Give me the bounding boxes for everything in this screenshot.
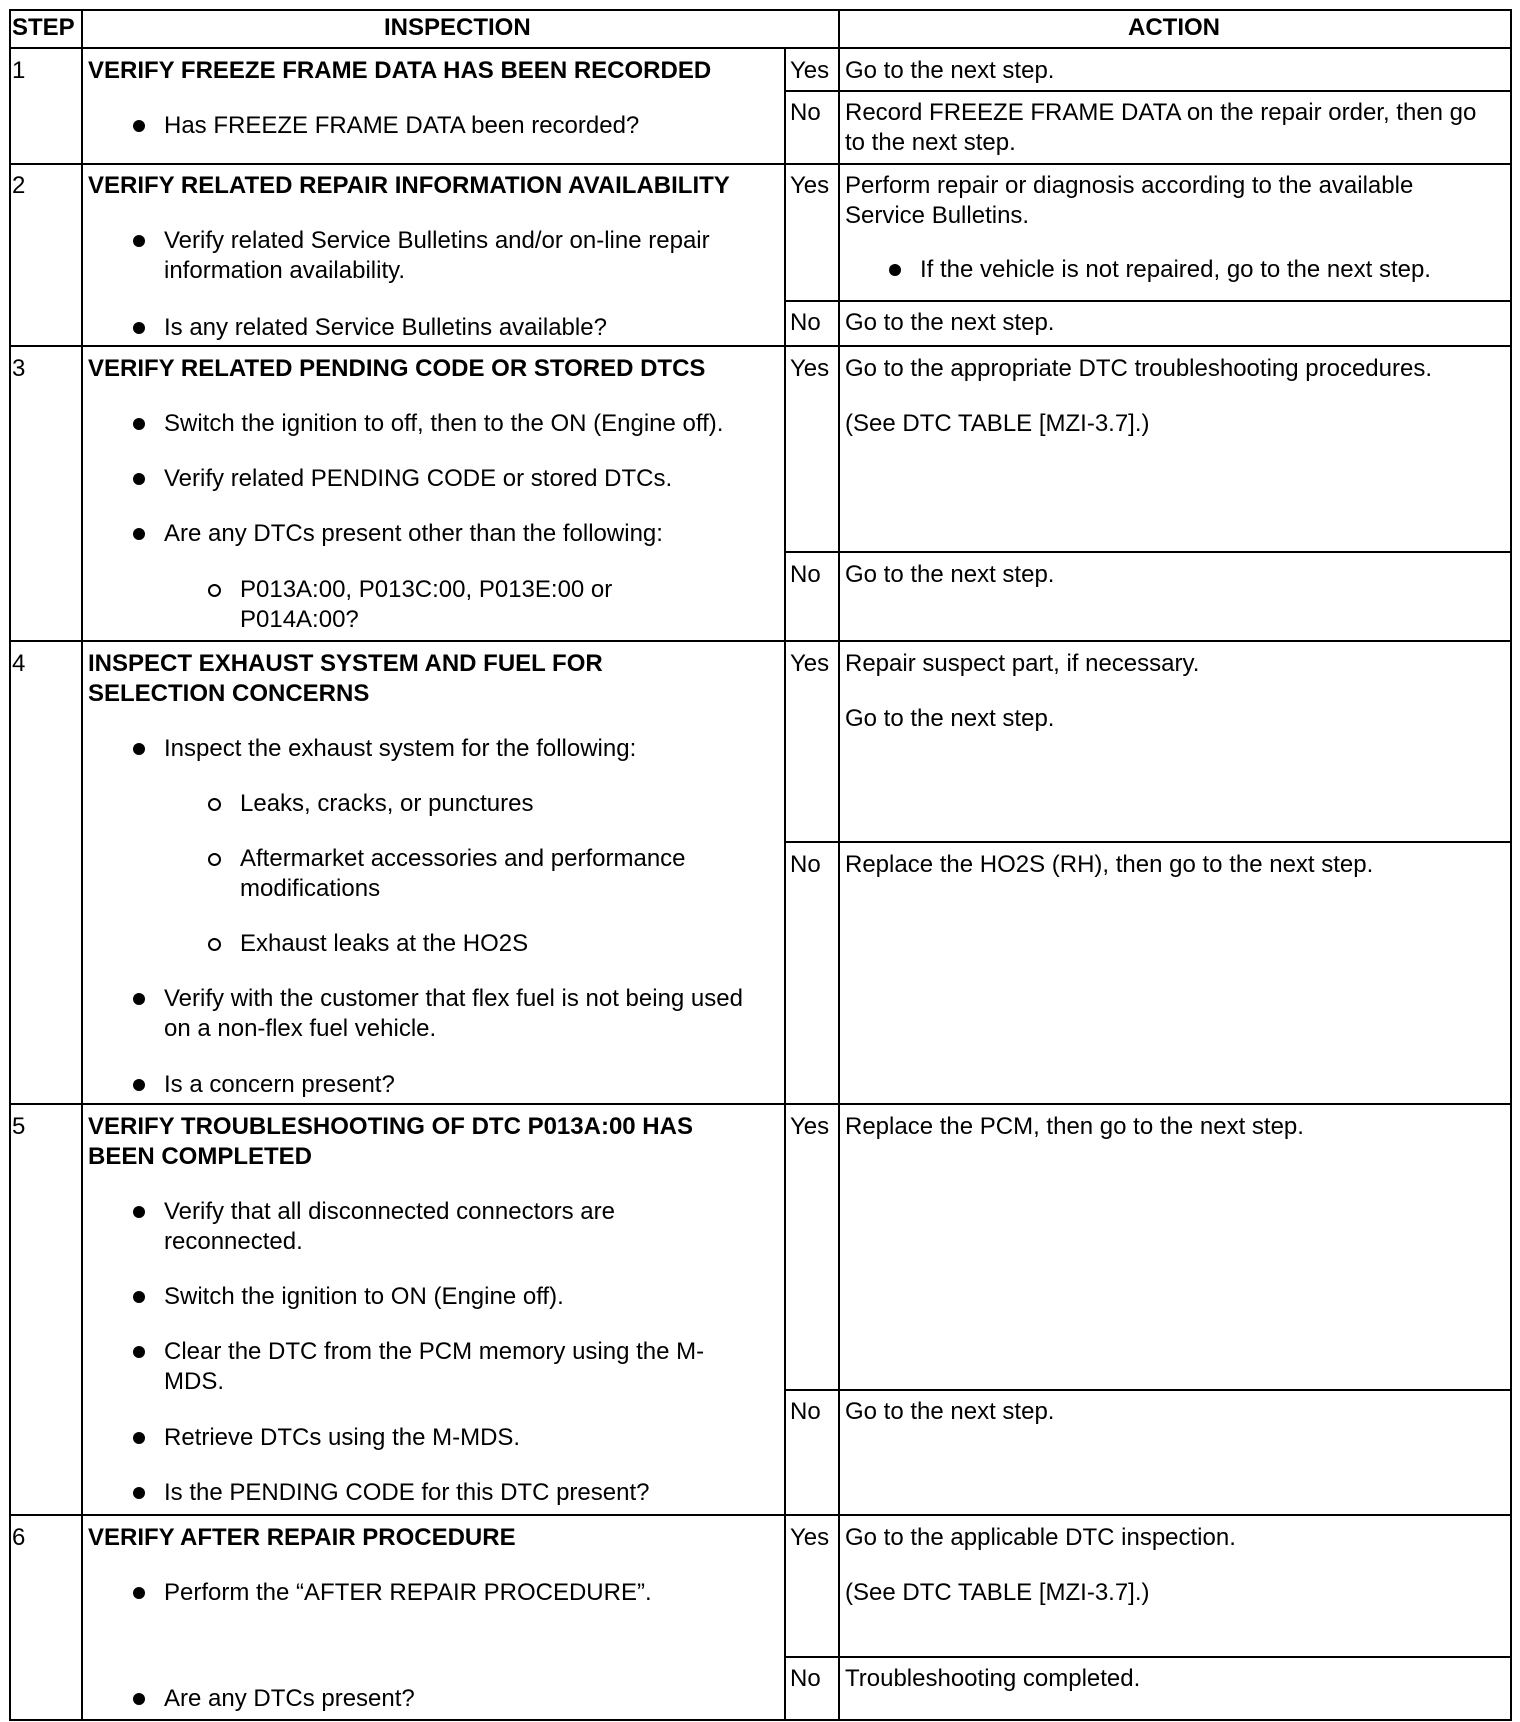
header-divider bbox=[9, 47, 1512, 49]
inspection-sub-item: Exhaust leaks at the HO2S bbox=[240, 930, 529, 957]
answer-column-divider bbox=[784, 47, 786, 1721]
bullet-icon bbox=[133, 1079, 145, 1091]
no-action: Go to the next step. bbox=[845, 1398, 1055, 1425]
step-divider bbox=[9, 345, 1512, 347]
inspection-item: Verify related PENDING CODE or stored DTCs. bbox=[164, 465, 673, 492]
yes-label: Yes bbox=[790, 355, 830, 382]
step-divider bbox=[9, 640, 1512, 642]
step-divider bbox=[9, 1103, 1512, 1105]
yes-action: Go to the applicable DTC inspection. bbox=[845, 1524, 1236, 1551]
bullet-icon bbox=[133, 1487, 145, 1499]
bullet-icon bbox=[889, 264, 901, 276]
step-title: VERIFY RELATED PENDING CODE OR STORED DTCS bbox=[88, 355, 706, 382]
step-number: 2 bbox=[12, 172, 26, 199]
inspection-item: Verify related Service Bulletins and/or on-line repair information availability. bbox=[164, 227, 710, 284]
no-label: No bbox=[790, 309, 821, 336]
inspection-item: Is a concern present? bbox=[164, 1071, 395, 1098]
yes-action-item: If the vehicle is not repaired, go to the next step. bbox=[920, 256, 1431, 283]
step-column-divider bbox=[81, 9, 83, 1721]
no-label: No bbox=[790, 561, 821, 588]
inspection-item: Is any related Service Bulletins available? bbox=[164, 314, 607, 341]
yes-label: Yes bbox=[790, 650, 830, 677]
inspection-item: Are any DTCs present other than the following: bbox=[164, 520, 663, 547]
yes-no-divider bbox=[784, 1389, 1512, 1391]
step-title: VERIFY FREEZE FRAME DATA HAS BEEN RECORDED bbox=[88, 57, 712, 84]
inspection-item: Is the PENDING CODE for this DTC present? bbox=[164, 1479, 650, 1506]
inspection-item: Clear the DTC from the PCM memory using the M-MDS. bbox=[164, 1338, 705, 1395]
no-label: No bbox=[790, 99, 821, 126]
inspection-sub-item: P013A:00, P013C:00, P013E:00 or P014A:00? bbox=[240, 576, 613, 633]
yes-no-divider bbox=[784, 300, 1512, 302]
bullet-icon bbox=[133, 993, 145, 1005]
yes-no-divider bbox=[784, 841, 1512, 843]
yes-action: Perform repair or diagnosis according to the available Service Bulletins. bbox=[845, 172, 1414, 229]
no-action: Replace the HO2S (RH), then go to the next step. bbox=[845, 851, 1374, 878]
inspection-item: Are any DTCs present? bbox=[164, 1685, 415, 1712]
bullet-icon bbox=[133, 1693, 145, 1705]
bullet-icon bbox=[133, 120, 145, 132]
step-title: VERIFY TROUBLESHOOTING OF DTC P013A:00 HAS BEEN COMPLETED bbox=[88, 1113, 693, 1170]
table-border-bottom bbox=[9, 1719, 1512, 1721]
inspection-item: Perform the “AFTER REPAIR PROCEDURE”. bbox=[164, 1579, 652, 1606]
inspection-item: Inspect the exhaust system for the following: bbox=[164, 735, 637, 762]
header-inspection: INSPECTION bbox=[384, 14, 531, 41]
inspection-item: Verify that all disconnected connectors are reconnected. bbox=[164, 1198, 615, 1255]
step-number: 5 bbox=[12, 1113, 26, 1140]
no-action: Go to the next step. bbox=[845, 309, 1055, 336]
yes-label: Yes bbox=[790, 1524, 830, 1551]
step-title: INSPECT EXHAUST SYSTEM AND FUEL FOR SELECTION CONCERNS bbox=[88, 650, 603, 707]
inspection-sub-item: Leaks, cracks, or punctures bbox=[240, 790, 534, 817]
no-label: No bbox=[790, 1398, 821, 1425]
sub-bullet-icon bbox=[208, 938, 221, 951]
bullet-icon bbox=[133, 743, 145, 755]
yes-action: Go to the next step. bbox=[845, 57, 1055, 84]
bullet-icon bbox=[133, 1206, 145, 1218]
yes-action-reference: (See DTC TABLE [MZI-3.7].) bbox=[845, 410, 1150, 437]
bullet-icon bbox=[133, 418, 145, 430]
step-title: VERIFY RELATED REPAIR INFORMATION AVAILABILITY bbox=[88, 172, 730, 199]
header-step: STEP bbox=[12, 14, 75, 41]
bullet-icon bbox=[133, 528, 145, 540]
inspection-item: Retrieve DTCs using the M-MDS. bbox=[164, 1424, 521, 1451]
no-action: Record FREEZE FRAME DATA on the repair order, then go to the next step. bbox=[845, 99, 1477, 156]
bullet-icon bbox=[133, 473, 145, 485]
step-divider bbox=[9, 163, 1512, 165]
inspection-item: Has FREEZE FRAME DATA been recorded? bbox=[164, 112, 640, 139]
yes-no-divider bbox=[784, 90, 1512, 92]
yes-action: Repair suspect part, if necessary. bbox=[845, 650, 1200, 677]
yes-no-divider bbox=[784, 551, 1512, 553]
no-label: No bbox=[790, 851, 821, 878]
table-border-top bbox=[9, 9, 1512, 11]
header-action: ACTION bbox=[1128, 14, 1220, 41]
yes-label: Yes bbox=[790, 1113, 830, 1140]
yes-no-divider bbox=[784, 1656, 1512, 1658]
sub-bullet-icon bbox=[208, 584, 221, 597]
sub-bullet-icon bbox=[208, 853, 221, 866]
yes-action: Replace the PCM, then go to the next step. bbox=[845, 1113, 1304, 1140]
bullet-icon bbox=[133, 1291, 145, 1303]
step-title: VERIFY AFTER REPAIR PROCEDURE bbox=[88, 1524, 516, 1551]
no-label: No bbox=[790, 1665, 821, 1692]
inspection-sub-item: Aftermarket accessories and performance modifications bbox=[240, 845, 686, 902]
step-number: 3 bbox=[12, 355, 26, 382]
bullet-icon bbox=[133, 322, 145, 334]
bullet-icon bbox=[133, 1587, 145, 1599]
table-border-left bbox=[9, 9, 11, 1721]
inspection-item: Switch the ignition to ON (Engine off). bbox=[164, 1283, 564, 1310]
step-number: 6 bbox=[12, 1524, 26, 1551]
bullet-icon bbox=[133, 1346, 145, 1358]
step-number: 1 bbox=[12, 57, 26, 84]
sub-bullet-icon bbox=[208, 798, 221, 811]
no-action: Go to the next step. bbox=[845, 561, 1055, 588]
yes-label: Yes bbox=[790, 57, 830, 84]
inspection-item: Switch the ignition to off, then to the ON (Engine off). bbox=[164, 410, 724, 437]
step-divider bbox=[9, 1514, 1512, 1516]
yes-action: Go to the next step. bbox=[845, 705, 1055, 732]
step-number: 4 bbox=[12, 650, 26, 677]
yes-label: Yes bbox=[790, 172, 830, 199]
bullet-icon bbox=[133, 1432, 145, 1444]
no-action: Troubleshooting completed. bbox=[845, 1665, 1141, 1692]
action-column-divider bbox=[838, 9, 840, 1721]
table-border-right bbox=[1510, 9, 1512, 1721]
inspection-item: Verify with the customer that flex fuel is not being used on a non-flex fuel vehicle. bbox=[164, 985, 743, 1042]
bullet-icon bbox=[133, 235, 145, 247]
yes-action: Go to the appropriate DTC troubleshooting procedures. bbox=[845, 355, 1433, 382]
yes-action-reference: (See DTC TABLE [MZI-3.7].) bbox=[845, 1579, 1150, 1606]
